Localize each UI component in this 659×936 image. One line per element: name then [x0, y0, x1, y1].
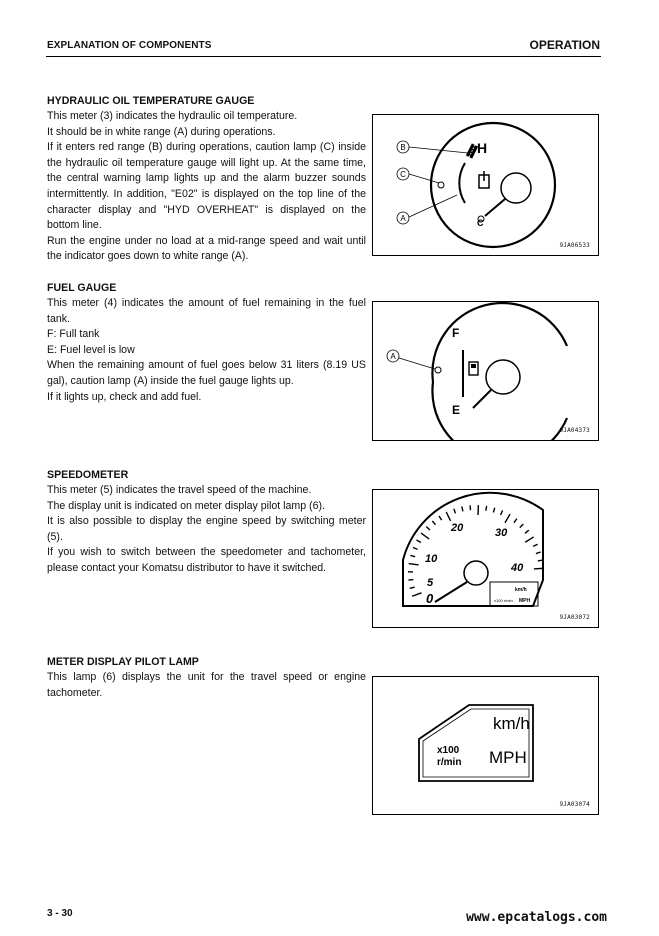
dial-tick: [426, 527, 430, 530]
dial-tick: [493, 508, 494, 513]
scale-40: 40: [511, 562, 524, 574]
dial-tick: [536, 552, 541, 554]
dial-tick: [432, 521, 435, 525]
dial-tick: [410, 587, 415, 588]
speedometer-para-2: The display unit is indicated on meter display pilot lamp (6).: [47, 499, 325, 512]
hydraulic-gauge-figure: [372, 114, 599, 256]
dial-tick: [412, 593, 421, 596]
lamp-rpm-top: x100: [437, 745, 460, 756]
website-link[interactable]: www.epcatalogs.com: [466, 910, 607, 925]
chapter-header: OPERATION: [529, 38, 600, 52]
dial-tick: [421, 533, 429, 539]
callout-b: B: [400, 143, 406, 152]
speedometer-para-1: This meter (5) indicates the travel speed of the machine.: [47, 484, 312, 496]
dial-tick: [439, 516, 442, 520]
callout-c: C: [400, 170, 406, 179]
cold-mark: C: [477, 218, 484, 228]
section-header: EXPLANATION OF COMPONENTS: [47, 40, 212, 51]
fuel-para-1: This meter (4) indicates the amount of fuel remaining in the fuel tank.: [47, 297, 366, 325]
fuel-para-5: If it lights up, check and add fuel.: [47, 390, 202, 403]
dial-tick: [520, 524, 523, 528]
hydraulic-oil-para-2: It should be in white range (A) during operations.: [47, 125, 276, 138]
scale-5: 5: [427, 577, 434, 589]
pilot-lamp-para-1: This lamp (6) displays the unit for the travel speed or engine tachometer.: [47, 671, 366, 699]
hot-mark: H: [477, 140, 488, 156]
dial-tick: [533, 544, 538, 546]
callout-a: A: [390, 352, 396, 361]
figure-code: 9JA06533: [559, 242, 590, 249]
speedometer-para-4: If you wish to switch between the speedometer and tachometer, please contact your Komatsu distributor to have it switched.: [47, 546, 366, 574]
dial-tick: [514, 519, 517, 523]
dial-tick: [409, 564, 419, 565]
fuel-gauge-drawing: [373, 302, 598, 440]
scale-30: 30: [495, 527, 508, 539]
pilot-lamp-section: [47, 655, 366, 701]
fuel-para-3: E: Fuel level is low: [47, 343, 135, 356]
hydraulic-oil-para-3: If it enters red range (B) during operations, caution lamp (C) inside the hydraulic oil temperature gauge will light up. At the same time, the central warning lamp lights up and the alarm buzzer sounds intermittently. In addition, "E02" is displayed on the top line of the character display and "HYD OVERHEAT" is displayed on the bottom line.: [47, 141, 366, 232]
dial-tick: [410, 555, 415, 556]
speedometer-title: SPEEDOMETER: [47, 469, 129, 481]
dial-tick: [501, 510, 503, 515]
dial-tick: [525, 530, 529, 533]
speedometer-figure: [372, 489, 599, 628]
pilot-lamp-figure: [372, 676, 599, 815]
scale-10: 10: [425, 553, 438, 565]
dial-tick: [454, 509, 456, 514]
unit-mph: MPH: [519, 598, 531, 604]
figure-code: 9JA03072: [559, 614, 590, 621]
speedometer-para-3: It is also possible to display the engine speed by switching meter (5).: [47, 515, 366, 543]
hydraulic-gauge-drawing: [373, 115, 598, 255]
dial-tick: [505, 514, 510, 523]
dial-tick: [534, 568, 544, 569]
figure-code: 9JA03074: [559, 801, 590, 808]
dial-tick: [462, 506, 463, 511]
hydraulic-oil-para-4: Run the engine under no load at a mid-range speed and wait until the indicator goes down to white range (A).: [47, 234, 366, 263]
figure-code: 9JA04373: [559, 427, 590, 434]
lamp-mph: MPH: [489, 748, 527, 767]
dial-tick: [538, 560, 543, 561]
pilot-lamp-drawing: [373, 677, 598, 814]
fuel-para-2: F: Full tank: [47, 328, 100, 341]
unit-kmh: km/h: [515, 587, 527, 593]
dial-tick: [408, 580, 413, 581]
dial-tick: [417, 540, 421, 542]
scale-0: 0: [426, 591, 434, 606]
fuel-para-4: When the remaining amount of fuel goes below 31 liters (8.19 US gal), caution lamp (A) inside the fuel gauge lights up.: [47, 359, 366, 387]
dial-tick: [413, 548, 418, 550]
dial-tick: [525, 537, 533, 542]
fuel-gauge-figure: [372, 301, 599, 441]
hydraulic-oil-title: HYDRAULIC OIL TEMPERATURE GAUGE: [47, 95, 255, 107]
dial-tick: [486, 506, 487, 511]
full-mark: F: [452, 326, 460, 340]
hydraulic-oil-section: [47, 94, 366, 265]
fuel-gauge-title: FUEL GAUGE: [47, 282, 117, 294]
dial-tick: [446, 512, 450, 521]
page-number: 3 - 30: [47, 908, 73, 919]
header-rule: [46, 56, 601, 57]
unit-rpm: x100 r/min: [494, 598, 513, 603]
speedometer-section: [47, 468, 366, 577]
fuel-gauge-section: [47, 281, 366, 405]
hydraulic-oil-para-1: This meter (3) indicates the hydraulic oil temperature.: [47, 110, 298, 122]
scale-20: 20: [451, 522, 464, 534]
lamp-rpm-bottom: r/min: [437, 757, 462, 768]
callout-a: A: [400, 214, 406, 223]
empty-mark: E: [452, 403, 461, 417]
speedometer-drawing: [373, 490, 598, 627]
lamp-kmh: km/h: [493, 714, 530, 733]
pilot-lamp-title: METER DISPLAY PILOT LAMP: [47, 656, 199, 668]
